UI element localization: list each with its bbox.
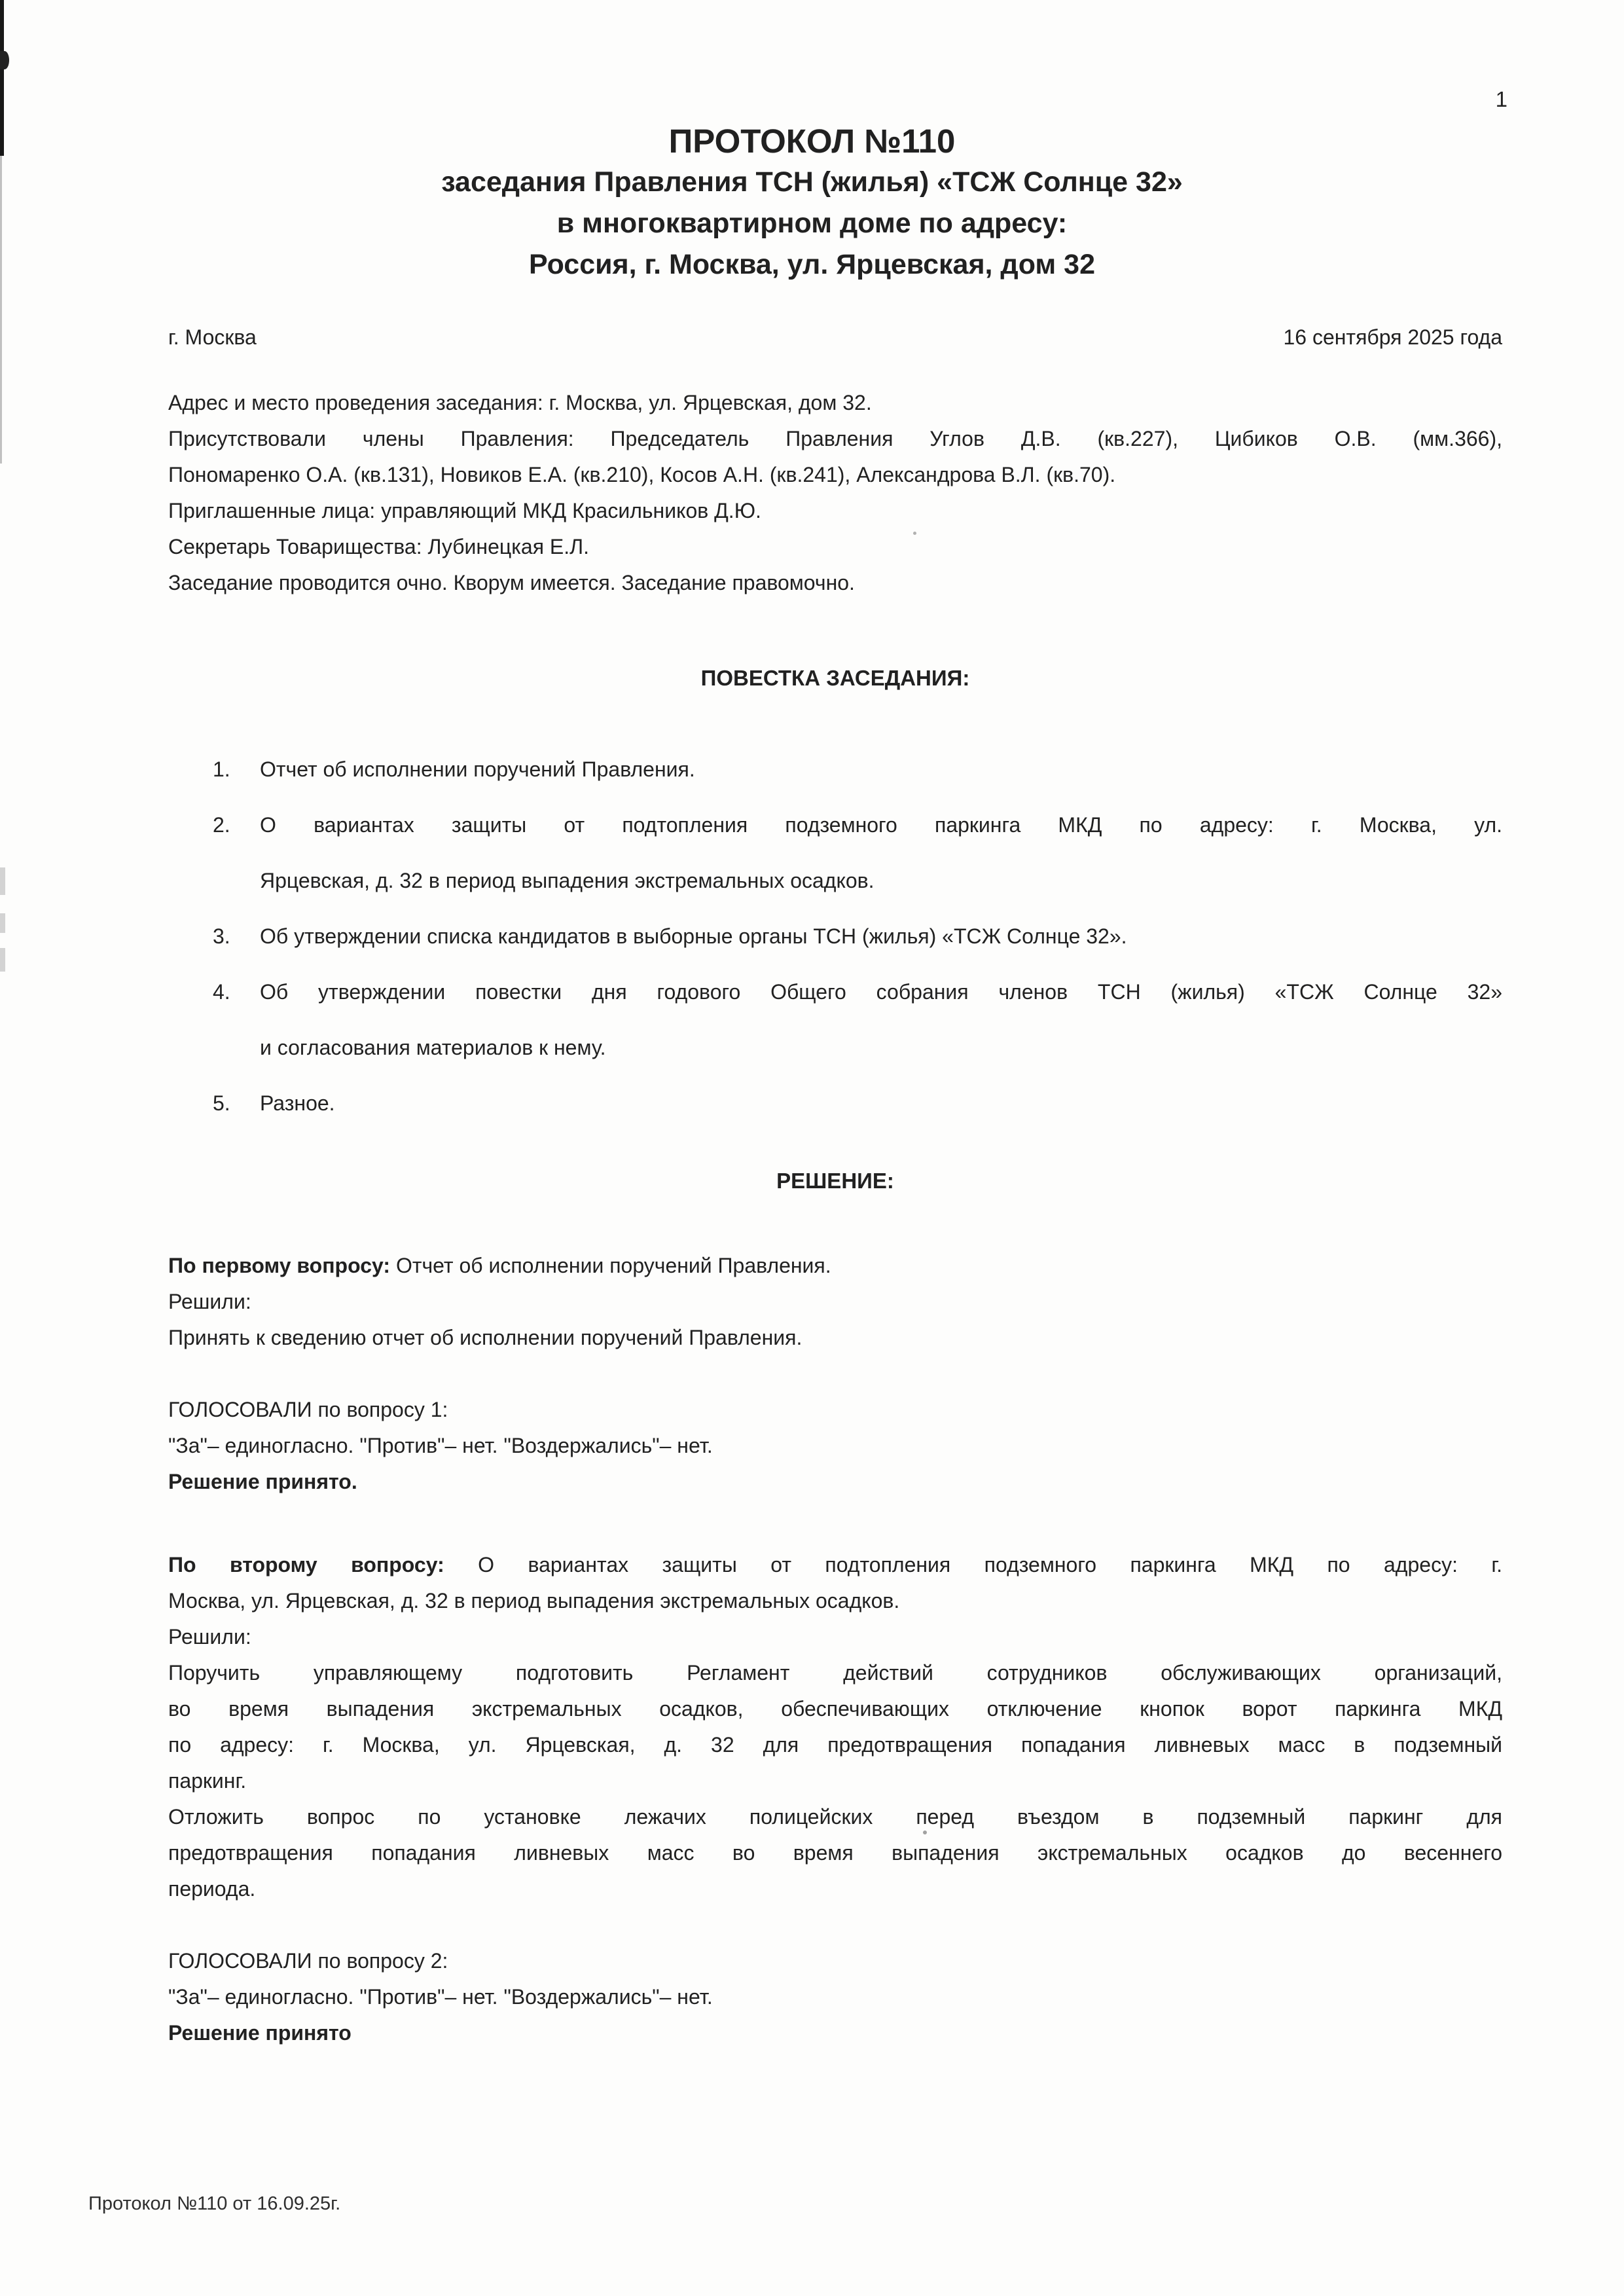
line-text: Адрес и место проведения заседания: г. Москва, ул. Ярцевская, дом 32. [168,391,872,414]
page-number: 1 [1495,87,1507,111]
line-text: Отчет об исполнении поручений Правления. [390,1254,831,1277]
line-text: О вариантах защиты от подтопления подземного паркинга МКД по адресу: г. Москва, ул. [260,813,1502,837]
line-text: во время выпадения экстремальных осадков, обеспечивающих отключение кнопок ворот паркинга МКД [168,1697,1502,1721]
text-line [168,1464,1502,1500]
list-number: 2. [213,813,230,837]
text-line [168,1727,1502,1763]
meeting-date: 16 сентября 2025 года [1283,325,1502,349]
line-text: Секретарь Товарищества: Лубинецкая Е.Л. [168,535,590,558]
agenda-item-line [168,742,1502,797]
document-title-block [0,120,1624,285]
text-line [168,1619,1502,1655]
agenda-item-line [168,964,1502,1020]
document-subtitle: Россия, г. Москва, ул. Ярцевская, дом 32 [528,249,1096,280]
line-text: Пономаренко О.А. (кв.131), Новиков Е.А. (кв.210), Косов А.Н. (кв.241), Александрова В.Л. (кв.70). [168,463,1116,486]
text-line [168,457,1502,493]
text-line [168,529,1502,565]
scan-edge-artifact [0,867,5,895]
text-line [168,853,1502,909]
document-subtitle: в многоквартирном доме по адресу: [556,208,1068,239]
line-text: Ярцевская, д. 32 в период выпадения экстремальных осадков. [260,869,875,892]
line-text: Отложить вопрос по установке лежачих полицейских перед въездом в подземный паркинг для [168,1805,1502,1829]
scan-edge-artifact [0,948,5,972]
list-number: 4. [213,980,230,1004]
line-text: и согласования материалов к нему. [260,1036,606,1059]
document-subtitle: заседания Правления ТСН (жилья) «ТСЖ Солнце 32» [441,166,1183,198]
meta-row [168,319,1502,355]
list-number: 5. [213,1091,230,1115]
document-title: ПРОТОКОЛ №110 [668,122,956,160]
scan-edge-artifact [0,51,9,69]
scan-edge-artifact [0,913,5,933]
line-text: Решили: [168,1290,251,1313]
decision-heading: РЕШЕНИЕ: [776,1169,894,1193]
text-line [168,1799,1502,1835]
text-line [168,493,1502,529]
list-number: 1. [213,757,230,781]
text-line [168,1835,1502,1871]
text-line [168,1248,1502,1284]
line-text: О вариантах защиты от подтопления подземного паркинга МКД по адресу: г. [444,1553,1502,1576]
line-text: Разное. [260,1091,335,1115]
agenda-item-line [168,797,1502,853]
text-line [168,1871,1502,1907]
line-text: Принять к сведению отчет об исполнении поручений Правления. [168,1326,803,1349]
line-text: Об утверждении повестки дня годового Общего собрания членов ТСН (жилья) «ТСЖ Солнце 32» [260,980,1502,1004]
line-text: Отчет об исполнении поручений Правления. [260,757,695,781]
line-text: Решили: [168,1625,251,1649]
line-text: Поручить управляющему подготовить Регламент действий сотрудников обслуживающих организаций, [168,1661,1502,1685]
text-line [168,1320,1502,1356]
text-line [168,1392,1502,1428]
meeting-city: г. Москва [168,325,257,349]
line-text: Присутствовали члены Правления: Председатель Правления Углов Д.В. (кв.227), Цибиков О.В. (мм.366), [168,427,1502,450]
bold-lead-text: Решение принято [168,2021,352,2045]
line-text: Заседание проводится очно. Кворум имеется. Заседание правомочно. [168,571,855,594]
text-line [168,1428,1502,1464]
list-number: 3. [213,924,230,948]
text-line [168,1356,1502,1392]
text-line [168,1943,1502,1979]
line-text: ГОЛОСОВАЛИ по вопросу 1: [168,1398,448,1421]
line-text: по адресу: г. Москва, ул. Ярцевская, д. 32 для предотвращения попадания ливневых масс в подземный [168,1733,1502,1757]
line-text: предотвращения попадания ливневых масс во время выпадения экстремальных осадков до весеннего [168,1841,1502,1865]
text-line [168,1547,1502,1583]
text-line [168,1583,1502,1619]
text-line [168,1284,1502,1320]
line-text: "За"– единогласно. "Против"– нет. "Воздержались"– нет. [168,1985,713,2009]
agenda-item-line [168,909,1502,964]
intro-block [168,385,1502,601]
text-line [168,1655,1502,1691]
line-text: Приглашенные лица: управляющий МКД Красильников Д.Ю. [168,499,761,522]
bold-lead-text: Решение принято. [168,1470,357,1493]
line-text: ГОЛОСОВАЛИ по вопросу 2: [168,1949,448,1973]
text-line [168,1979,1502,2015]
footer-note: Протокол №110 от 16.09.25г. [88,2193,341,2214]
line-text: Об утверждении списка кандидатов в выборные органы ТСН (жилья) «ТСЖ Солнце 32». [260,924,1127,948]
text-line [168,1763,1502,1799]
text-line [168,1691,1502,1727]
line-text: периода. [168,1877,256,1901]
text-line [168,1907,1502,1943]
bold-lead-text: По первому вопросу: [168,1254,391,1277]
question-1-block [168,1248,1502,1500]
line-text: "За"– единогласно. "Против"– нет. "Воздержались"– нет. [168,1434,713,1457]
agenda-list [168,742,1502,1131]
agenda-item-line [168,1076,1502,1131]
text-line [168,385,1502,421]
question-2-block [168,1547,1502,2051]
line-text: паркинг. [168,1769,247,1793]
bold-lead-text: По второму вопросу: [168,1553,444,1576]
text-line [168,1020,1502,1076]
text-line [168,2015,1502,2051]
text-line [168,421,1502,457]
text-line [168,565,1502,601]
agenda-heading: ПОВЕСТКА ЗАСЕДАНИЯ: [700,666,970,690]
line-text: Москва, ул. Ярцевская, д. 32 в период выпадения экстремальных осадков. [168,1589,900,1613]
